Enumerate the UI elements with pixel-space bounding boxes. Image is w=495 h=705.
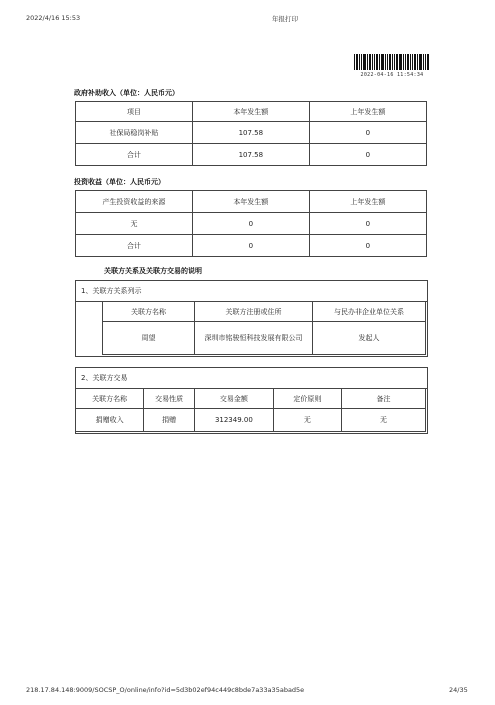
table-cell: 合计 (76, 144, 193, 166)
table-header-row (103, 302, 426, 322)
table-cell: 捐赠收入 (76, 409, 144, 432)
table-header-cell: 交易性质 (144, 389, 195, 409)
table-cell: 无 (342, 409, 426, 432)
table-header-cell: 项目 (76, 102, 193, 122)
table-cell: 312349.00 (195, 409, 274, 432)
barcode-bar (369, 54, 371, 70)
table-row (76, 213, 427, 235)
barcode-timestamp: 2022-04-16 11:54:34 (360, 72, 424, 78)
related-title: 关联方关系及关联方交易的说明 (104, 267, 202, 275)
table-cell: 0 (309, 235, 426, 257)
barcode-bar (387, 54, 388, 70)
barcode-bar (399, 54, 402, 70)
table-row (76, 122, 427, 144)
table-header-cell: 产生投资收益的来源 (76, 191, 193, 213)
table-row (76, 409, 426, 432)
barcode-bar (412, 54, 413, 70)
related-transaction-table (75, 388, 426, 432)
barcode-bar (392, 54, 393, 70)
barcode-bar (389, 54, 391, 70)
barcode-bar (423, 54, 424, 70)
footer-url: 218.17.84.148:9009/SOCSP_O/online/info?id=5d3b02ef94c449c8bde7a33a35abad5e (26, 686, 305, 694)
barcode-bar (394, 54, 395, 70)
table-header-row (76, 191, 427, 213)
barcode-bar (410, 54, 411, 70)
table-cell: 无 (76, 213, 193, 235)
barcode-bar (403, 54, 404, 70)
barcode-bar (396, 54, 398, 70)
investment-title: 投资收益（单位：人民币元） (74, 178, 165, 186)
table-cell: 107.58 (192, 144, 309, 166)
table-header-cell: 本年发生额 (192, 102, 309, 122)
table-cell: 107.58 (192, 122, 309, 144)
table-cell: 发起人 (312, 322, 425, 355)
barcode-bar (376, 54, 378, 70)
table-cell: 0 (192, 235, 309, 257)
table-cell: 捐赠 (144, 409, 195, 432)
table-header-row (76, 389, 426, 409)
table-row (76, 235, 427, 257)
table-header-cell: 上年发生额 (309, 191, 426, 213)
related-section-2-title: 2、关联方交易 (76, 368, 427, 389)
barcode-bars (354, 54, 430, 70)
table-header-cell: 关联方名称 (76, 389, 144, 409)
page-number: 24/35 (449, 686, 468, 694)
table-cell: 合计 (76, 235, 193, 257)
related-section-1-title: 1、关联方关系列示 (76, 281, 427, 302)
table-header-cell: 本年发生额 (192, 191, 309, 213)
table-cell: 周望 (103, 322, 195, 355)
table-cell: 社保局稳岗补贴 (76, 122, 193, 144)
barcode-bar (359, 54, 360, 70)
barcode-bar (419, 54, 422, 70)
barcode-bar (363, 54, 366, 70)
table-cell: 深圳市铭骏恒科技发展有限公司 (195, 322, 313, 355)
subsidy-title: 政府补助收入（单位：人民币元） (74, 89, 179, 97)
table-row (103, 322, 426, 355)
barcode-bar (379, 54, 380, 70)
table-header-cell: 上年发生额 (309, 102, 426, 122)
table-cell: 0 (309, 144, 426, 166)
investment-table (75, 190, 427, 257)
related-party-table (102, 301, 426, 355)
print-datetime: 2022/4/16 15:53 (26, 14, 81, 22)
barcode-bar (414, 54, 416, 70)
table-header-cell: 关联方名称 (103, 302, 195, 322)
table-cell: 无 (273, 409, 341, 432)
barcode-bar (354, 54, 355, 70)
barcode-bar (372, 54, 373, 70)
barcode-bar (361, 54, 362, 70)
subsidy-table (75, 101, 427, 166)
table-header-cell: 定价原则 (273, 389, 341, 409)
table-cell: 0 (192, 213, 309, 235)
table-header-cell: 备注 (342, 389, 426, 409)
page-title: 年报打印 (272, 15, 298, 23)
table-header-cell: 交易金额 (195, 389, 274, 409)
table-header-cell: 与民办非企业单位关系 (312, 302, 425, 322)
barcode-bar (417, 54, 418, 70)
barcode (354, 54, 430, 78)
barcode-bar (427, 54, 429, 70)
barcode-bar (425, 54, 426, 70)
table-row (76, 144, 427, 166)
barcode-bar (407, 54, 409, 70)
barcode-bar (356, 54, 358, 70)
table-header-row (76, 102, 427, 122)
table-cell: 0 (309, 213, 426, 235)
barcode-bar (381, 54, 384, 70)
table-cell: 0 (309, 122, 426, 144)
barcode-bar (405, 54, 406, 70)
barcode-bar (367, 54, 368, 70)
barcode-bar (374, 54, 375, 70)
table-header-cell: 关联方注册或住所 (195, 302, 313, 322)
barcode-bar (385, 54, 386, 70)
